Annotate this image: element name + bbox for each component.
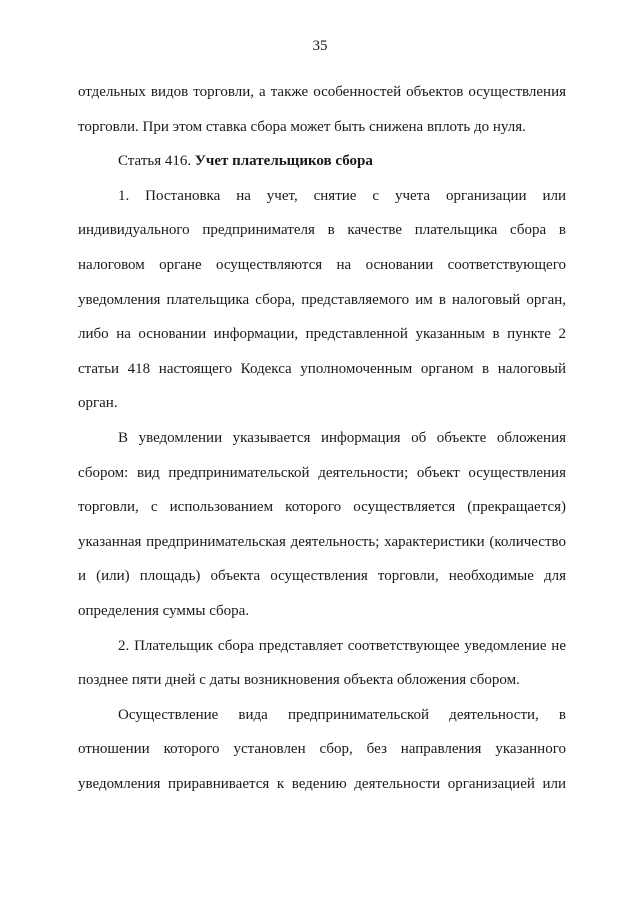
article-heading <box>78 144 566 179</box>
document-body <box>78 75 566 801</box>
page-number: 35 <box>312 38 328 54</box>
paragraph-continuation: отдельных видов торговли, а также особенностей объектов осуществления торговли. При этом ставка сбора может быть снижена вплоть до нуля. <box>78 84 566 135</box>
article-label: Статья 416. <box>118 153 192 170</box>
article-title: Учет плательщиков сбора <box>194 153 373 170</box>
paragraph-item-1: 1. Постановка на учет, снятие с учета организации или индивидуального предпринимателя в качестве плательщика сбора в налоговом органе осуществляются на основании соответствующего уведомления плательщика сбора, представляемого им в налоговый орган, либо на основании информации, представленной указанным в пункте 2 статьи 418 настоящего Кодекса уполномоченным органом в налоговый орган. <box>78 187 566 412</box>
paragraph-item-2: 2. Плательщик сбора представляет соответствующее уведомление не позднее пяти дней с даты возникновения объекта обложения сбором. <box>78 637 566 689</box>
paragraph-notification-info: В уведомлении указывается информация об объекте обложения сбором: вид предпринимательской деятельности; объект осуществления торговли, с использованием которого осуществляется (прекращается) указанная предпринимательская деятельность; характеристики (количество и (или) площадь) объекта осуществления торговли, необходимые для определения суммы сбора. <box>78 429 566 619</box>
paragraph-no-notification: Осуществление вида предпринимательской деятельности, в отношении которого установлен сбор, без направления указанного уведомления приравнивается к ведению деятельности организацией или <box>78 706 566 792</box>
